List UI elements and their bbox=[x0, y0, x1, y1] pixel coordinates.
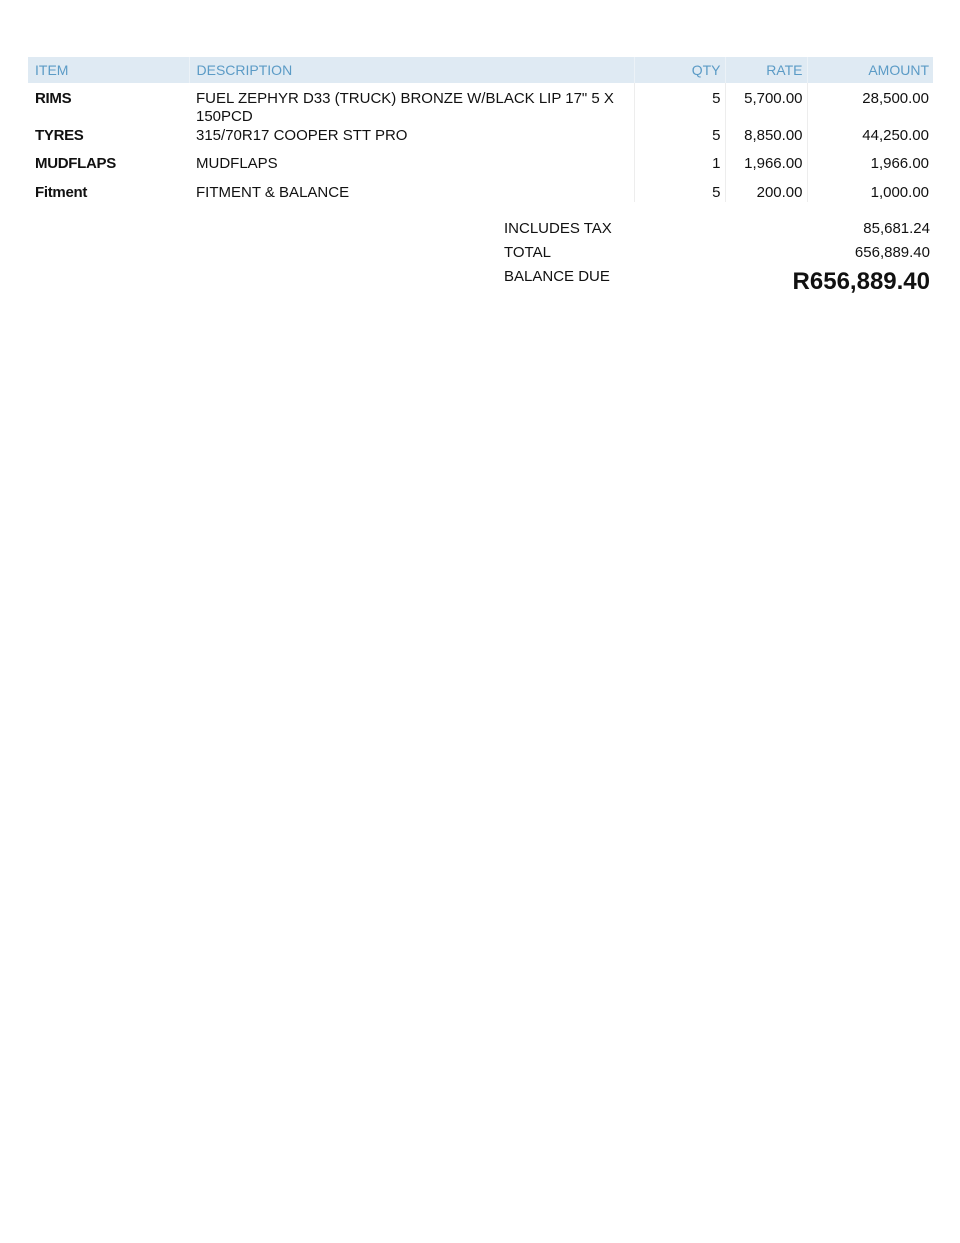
item-cell: TYRES bbox=[35, 127, 84, 144]
rate-cell: 8,850.00 bbox=[725, 126, 807, 154]
description-cell: MUDFLAPS bbox=[189, 154, 634, 183]
includes-tax-value: 85,681.24 bbox=[863, 220, 930, 237]
description-cell: FITMENT & BALANCE bbox=[189, 183, 634, 202]
balance-due-label: BALANCE DUE bbox=[504, 268, 610, 285]
amount-cell: 1,000.00 bbox=[870, 184, 929, 201]
invoice-line-items-table bbox=[28, 57, 933, 202]
qty-cell: 5 bbox=[634, 183, 725, 202]
includes-tax-row bbox=[504, 220, 930, 244]
description-cell: FUEL ZEPHYR D33 (TRUCK) BRONZE W/BLACK LIP 17" 5 X 150PCD bbox=[189, 83, 634, 126]
table-body bbox=[28, 83, 933, 202]
column-header-rate: RATE bbox=[725, 57, 807, 83]
description-cell: 315/70R17 COOPER STT PRO bbox=[189, 126, 634, 154]
table-row bbox=[28, 183, 933, 202]
total-label: TOTAL bbox=[504, 244, 551, 261]
qty-cell: 1 bbox=[634, 154, 725, 183]
total-row bbox=[504, 244, 930, 268]
column-header-description: DESCRIPTION bbox=[189, 57, 634, 83]
amount-cell: 44,250.00 bbox=[862, 127, 929, 144]
includes-tax-label: INCLUDES TAX bbox=[504, 220, 612, 237]
column-header-item: ITEM bbox=[28, 57, 189, 83]
amount-cell: 28,500.00 bbox=[862, 90, 929, 107]
rate-cell: 5,700.00 bbox=[725, 83, 807, 126]
table-row bbox=[28, 154, 933, 183]
amount-cell: 1,966.00 bbox=[870, 155, 929, 172]
table-row bbox=[28, 83, 933, 126]
table-header-row bbox=[28, 57, 933, 83]
item-cell: RIMS bbox=[35, 90, 72, 107]
table-row bbox=[28, 126, 933, 154]
total-value: 656,889.40 bbox=[854, 244, 930, 261]
qty-cell: 5 bbox=[634, 83, 725, 126]
balance-due-value: R656,889.40 bbox=[792, 268, 930, 295]
item-cell: MUDFLAPS bbox=[35, 155, 116, 172]
qty-cell: 5 bbox=[634, 126, 725, 154]
item-cell: Fitment bbox=[35, 184, 88, 201]
rate-cell: 1,966.00 bbox=[725, 154, 807, 183]
totals-section bbox=[504, 220, 930, 295]
rate-cell: 200.00 bbox=[725, 183, 807, 202]
column-header-amount: AMOUNT bbox=[807, 57, 933, 83]
column-header-qty: QTY bbox=[634, 57, 725, 83]
balance-due-row bbox=[504, 268, 930, 295]
table-header bbox=[28, 57, 933, 83]
